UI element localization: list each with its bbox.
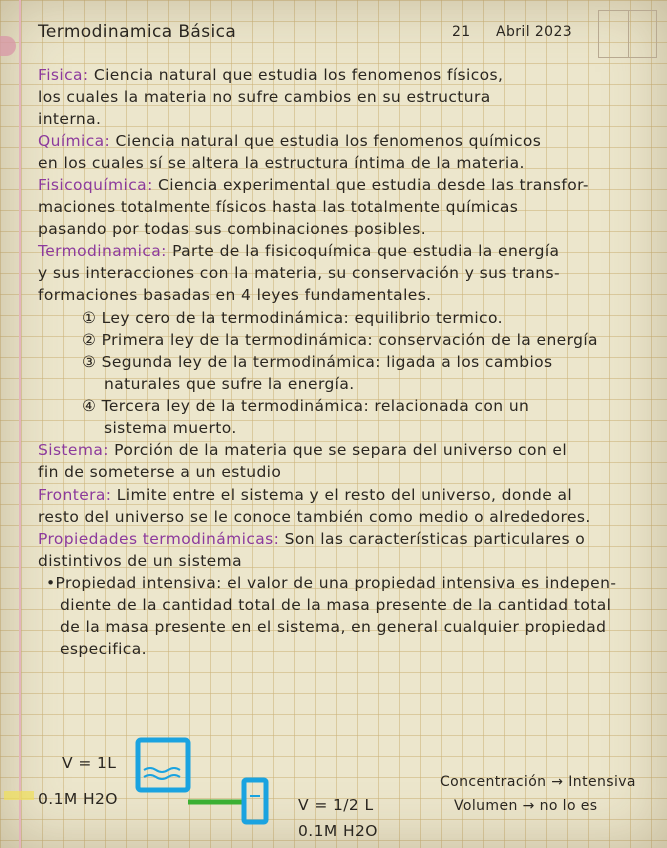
beaker-liquid [144,768,180,772]
line-text: •Propiedad intensiva: el valor de una propiedad intensiva es indepen- [46,574,617,592]
term-label: Propiedades termodinámicas: [38,530,280,548]
line-text: sistema muerto. [104,419,237,437]
line-text: maciones totalmente físicos hasta las totalmente químicas [38,198,519,216]
line-text: Limite entre el sistema y el resto del universo, donde al [111,486,573,504]
line-text: Ciencia experimental que estudia desde las transfor- [152,176,589,194]
line-text: y sus interacciones con la materia, su conservación y sus trans- [38,264,560,282]
line-text: distintivos de un sistema [38,552,243,570]
left-volume: V = 1L [62,754,117,772]
term-label: Sistema: [38,441,109,459]
date-day: 21 [452,24,471,40]
line-text: Ciencia natural que estudia los fenomenos químicos [110,132,542,150]
line-text: Parte de la fisicoquímica que estudia la energía [166,242,560,260]
line-text: de la masa presente en el sistema, en general cualquier propiedad [60,618,607,636]
small-tube [244,780,266,822]
line-text: diente de la cantidad total de la masa presente de la cantidad total [60,596,612,614]
line-text: ① Ley cero de la termodinámica: equilibrio termico. [82,309,503,327]
note-concentration: Concentración → Intensiva [440,774,636,790]
large-beaker [138,740,188,790]
line-text: especifica. [60,640,147,658]
line-text: Ciencia natural que estudia los fenomenos físicos, [88,66,504,84]
term-label: Frontera: [38,486,112,504]
highlight-mark [4,791,34,800]
page-title: Termodinamica Básica [38,22,237,42]
term-label: Fisica: [38,66,89,84]
term-label: Termodinamica: [38,242,167,260]
term-label: Fisicoquímica: [38,176,153,194]
line-text: en los cuales sí se altera la estructura íntima de la materia. [38,154,525,172]
right-solution: 0.1M H2O [298,822,378,840]
line-text: fin de someterse a un estudio [38,463,282,481]
line-text: formaciones basadas en 4 leyes fundamentales. [38,286,432,304]
line-text: resto del universo se le conoce también como medio o alrededores. [38,508,591,526]
line-text: Son las características particulares o [279,530,586,548]
right-volume: V = 1/2 L [298,796,374,814]
left-solution: 0.1M H2O [38,790,118,808]
line-text: ③ Segunda ley de la termodinámica: ligada a los cambios [82,353,553,371]
date-month-year: Abril 2023 [496,24,573,40]
line-text: los cuales la materia no sufre cambios en su estructura [38,88,491,106]
line-text: ④ Tercera ley de la termodinámica: relacionada con un [82,397,530,415]
note-volume: Volumen → no lo es [454,798,598,814]
line-text: naturales que sufre la energía. [104,375,355,393]
line-text: pasando por todas sus combinaciones posibles. [38,220,427,238]
line-text: ② Primera ley de la termodinámica: conservación de la energía [82,331,598,349]
line-text: Porción de la materia que se separa del universo con el [108,441,568,459]
term-label: Química: [38,132,111,150]
line-text: interna. [38,110,102,128]
